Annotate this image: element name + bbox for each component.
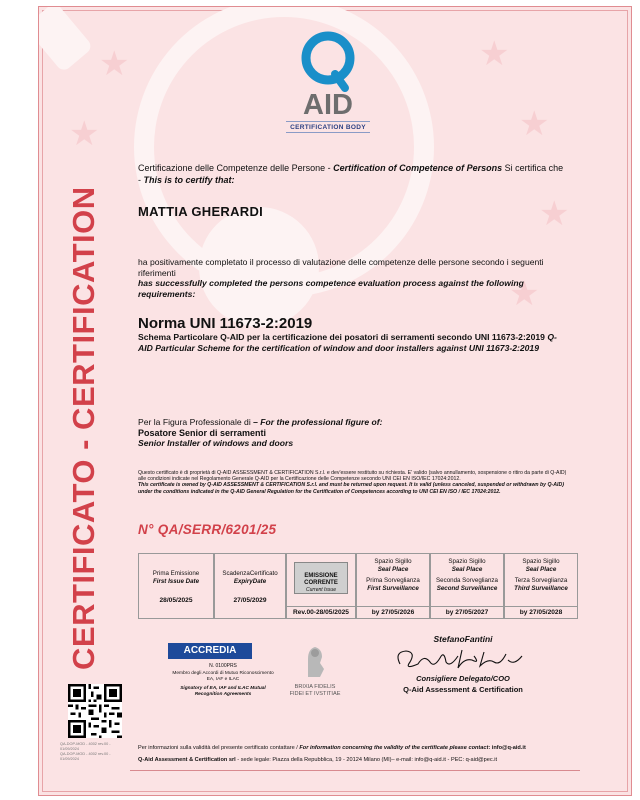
watermark-star-icon: ★ [99,45,130,83]
logo-rule [286,132,370,133]
person-name: MATTIA GHERARDI [138,204,264,219]
logo-rule [286,121,370,122]
current-issue-cell: EMISSIONE CORRENTE Current Issue Rev.00-28/05/2025 [286,553,356,619]
professional-figure: Per la Figura Professionale di – For the professional figure of: Posatore Senior di serramenti Senior Installer of windows and doors [138,417,383,448]
footer-divider [130,770,580,771]
footer-contact: Per informazioni sulla validità del presente certificato contattare / For information concerning the validity of the certificate please contact: info@q-aid.it [138,745,526,751]
scheme-text: Schema Particolare Q-AID per la certificazione dei posatori di serramenti secondo UNI 11673-2:2019 Q-AID Particular Scheme for the certification of window and door installers against UNI 11673-2:2019 [138,332,557,353]
accredia-logo: ACCREDIA [168,643,252,659]
handwritten-signature [388,644,538,672]
certification-body-label: CERTIFICATION BODY [290,124,366,131]
q-logo-icon [285,30,371,120]
watermark-star-icon: ★ [479,35,510,73]
first-surveillance-cell: Spazio Sigillo Seal Place Prima Sorveglianza First Surveillance by 27/05/2026 [356,553,430,619]
watermark-star-icon: ★ [69,115,100,153]
intro-text: Certificazione delle Competenze delle Persone - Certification of Competence of Persons Si certifica che - This is to certify that: [138,163,564,185]
aid-wordmark: AID [303,89,353,120]
expiry-cell: ScadenzaCertificato ExpiryDate 27/05/2029 [214,553,286,619]
qr-code[interactable] [68,684,122,738]
dates-table [138,553,578,619]
third-surveillance-cell: Spazio Sigillo Seal Place Terza Sorveglianza Third Surveillance by 27/05/2028 [504,553,578,619]
legal-notice: Questo certificato è di proprietà di Q-AID ASSESSMENT & CERTIFICATION S.r.l. e dev'essere restituito su richiesta. E' valido (salvo annullamento, sospensione o ritiro da parte di Q-AID) alle condizioni indicate nel Regolamento Generale Q-AID per la Certificazione delle Competenze secondo UNI CEI EN ISO/IEC 17024:2012. This certificate is owned by Q-AID ASSESSMENT & CERTIFICATION S.r.l. and must be returned upon request. It is valid (unless canceled, suspended or withdrawn by Q-AID) under the conditions indicated in the Q-AID General Regulation for the Certification of Competences according to UNI CEI EN ISO / IEC 17024:2012. [138,470,567,495]
watermark-star-icon: ★ [539,195,570,233]
second-surveillance-cell: Spazio Sigillo Seal Place Seconda Sorveglianza Second Surveillance by 27/05/2027 [430,553,504,619]
vertical-certificate-title: CERTIFICATO - CERTIFICATION [66,186,101,670]
standard-title: Norma UNI 11673-2:2019 [138,315,313,332]
qaid-logo [283,30,373,134]
first-issue-cell: Prima Emissione First Issue Date 28/05/2025 [138,553,214,619]
accredia-text: N. 0100PRS Membro degli Accordi di Mutuo Riconoscimento EA, IAF e ILAC Signatory of EA, IAF and ILAC Mutual Recognition Agreements [172,663,274,697]
watermark-star-icon: ★ [519,105,550,143]
current-issue-stamp: EMISSIONE CORRENTE Current Issue [294,562,348,594]
completion-text: ha positivamente completato il processo di valutazione delle competenze delle persone secondo i seguenti riferimenti has successfully completed the persons competence evaluation process against the following requirements: [138,257,544,299]
brixia-emblem: BRIXIA FIDELIS FIDEI ET IVSTITIAE [285,643,345,698]
lion-emblem-icon [300,643,330,681]
qr-caption: QA-DOP-MOD - 4002 rev.00 - 01/09/2024 QA-DOP-MOD - 4002 rev.00 - 01/09/2024 [60,742,111,761]
watermark-star-icon: ★ [509,275,540,313]
footer-address: Q-Aid Assessment & Certification srl - sede legale: Piazza della Repubblica, 19 - 20124 Milano (MI)– e-mail: info@q-aid.it - PEC: q-aid@pec.it [138,757,498,763]
certificate-number: N° QA/SERR/6201/25 [138,522,277,537]
signature-block: StefanoFantini Consigliere Delegato/COO Q-Aid Assessment & Certification [388,634,538,694]
